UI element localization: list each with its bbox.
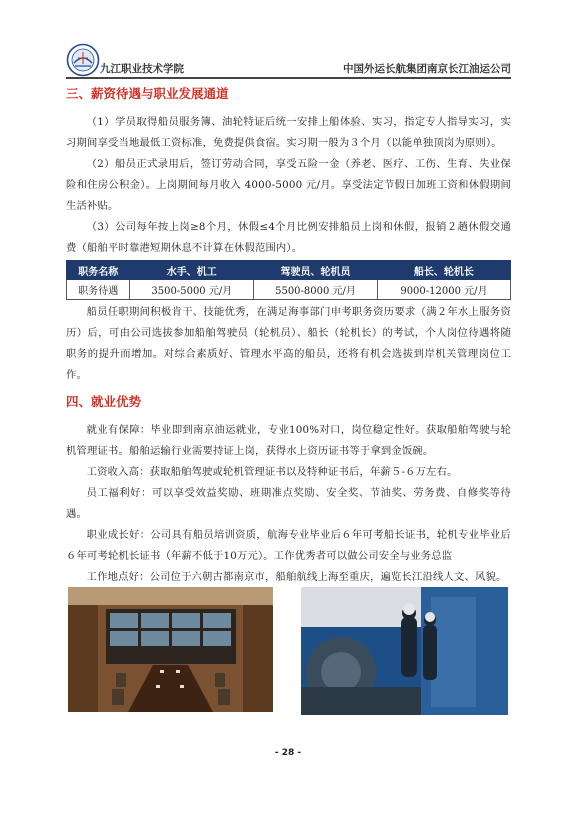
paragraph-leave: （3）公司每年按上岗≥8个月，休假≤4个月比例安排船员上岗和休假，报销２趟休假交通费（船舶平时靠港短期休息不计算在休假范围内）。 — [66, 221, 511, 254]
page-header — [66, 40, 511, 80]
table-header-cell: 驾驶员、轮机员 — [254, 261, 378, 280]
paragraph-internship: （1）学员取得船员服务簿、油轮特证后统一安排上船体验、实习，指定专人指导实习，实习期间享受当地最低工资标准，免费提供食宿。实习期一般为３个月（以能单独顶岗为原则）。 — [66, 116, 511, 149]
photo-row — [66, 587, 511, 715]
section-title-advantages: 四、就业优势 — [66, 394, 142, 409]
table-cell: 5500-8000 元/月 — [254, 280, 378, 300]
meeting-room-photo — [68, 587, 273, 712]
paragraph-job-security: 就业有保障：毕业即到南京油运就业，专业100%对口，岗位稳定性好。获取船舶驾驶与轮机管理证书。船舶运输行业需要持证上岗，获得水上资历证书等于拿到金饭碗。 — [66, 424, 511, 457]
college-logo-icon — [66, 43, 100, 77]
table-cell: 3500-5000 元/月 — [130, 280, 254, 300]
table-cell: 9000-12000 元/月 — [377, 280, 510, 300]
salary-table-header — [67, 261, 511, 280]
engine-room-photo — [301, 587, 508, 715]
table-header-cell: 水手、机工 — [130, 261, 254, 280]
paragraph-income: 工资收入高：获取船舶驾驶或轮机管理证书以及特种证书后，年薪５-６万左右。 — [86, 466, 458, 478]
paragraph-promotion: 船员任职期间积极肯干、技能优秀，在满足海事部门申考职务资历要求（满２年水上服务资历）后，可由公司选拔参加船舶驾驶员（轮机员）、船长（轮机长）的考试，个人岗位待遇将随职务的提升而增加。对综合素质好、管理水平高的船员，还将有机会选拔到岸机关管理岗位工作。 — [66, 306, 511, 381]
table-cell: 职务待遇 — [67, 280, 130, 300]
salary-table — [66, 260, 511, 300]
table-header-cell: 职务名称 — [67, 261, 130, 280]
section-title-salary: 三、薪资待遇与职业发展通道 — [66, 86, 229, 101]
paragraph-work-location: 工作地点好：公司位于六朝古都南京市，船舶航线上海至重庆，遍览长江沿线人文、风貌。 — [86, 571, 507, 583]
header-divider — [66, 77, 511, 79]
main-content — [66, 84, 511, 588]
school-name: 九江职业技术学院 — [100, 63, 184, 75]
paragraph-benefits: 员工福利好：可以享受效益奖励、班期准点奖励、安全奖、节油奖、劳务费、自修奖等待遇。 — [66, 487, 511, 520]
page-number: - 28 - — [274, 748, 302, 758]
paragraph-employment: （2）船员正式录用后，签订劳动合同，享受五险一金（养老、医疗、工伤、生育、失业保险和住房公积金）。上岗期间每月收入 4000-5000 元/月。享受法定节假日加班工资和休假期间生活补贴。 — [66, 158, 511, 212]
paragraph-career-growth: 职业成长好：公司具有船员培训资质，航海专业毕业后６年可考船长证书，轮机专业毕业后６年可考轮机长证书（年薪不低于10万元）。工作优秀者可以做公司安全与业务总监 — [66, 529, 511, 562]
table-header-cell: 船长、轮机长 — [377, 261, 510, 280]
company-name: 中国外运长航集团南京长江油运公司 — [343, 63, 511, 75]
table-row — [67, 280, 511, 300]
